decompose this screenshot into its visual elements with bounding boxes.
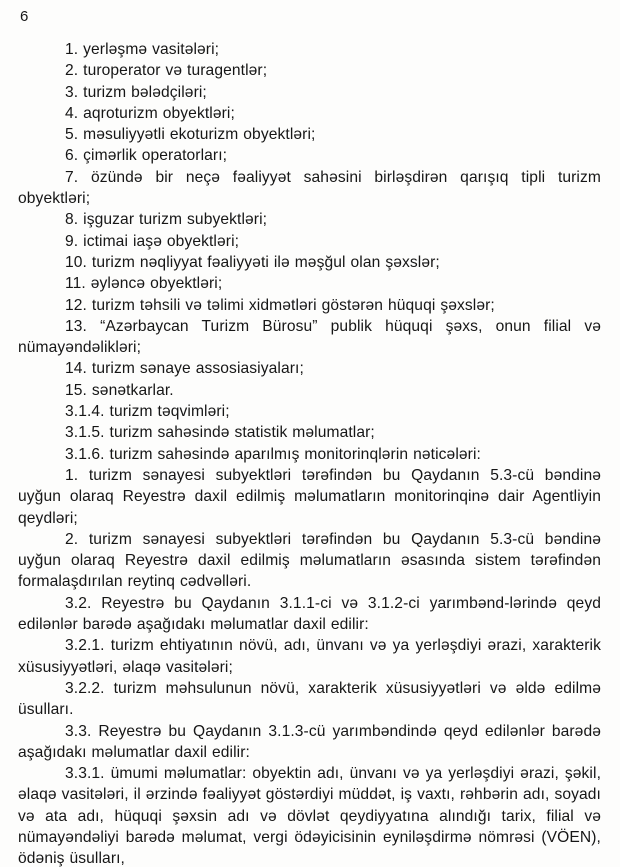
clause-3-2: 3.2. Reyestrə bu Qaydanın 3.1.1-ci və 3.1.2-ci yarımbənd-lərində qeyd edilənlər barədə aşağıdakı məlumatlar daxil edilir: xyxy=(18,594,601,634)
list-item: 12. turizm təhsili və təlimi xidmətləri göstərən hüquqi şəxslər; xyxy=(65,296,495,314)
clause-3-2-1: 3.2.1. turizm ehtiyatının növü, adı, ünvanı və ya yerləşdiyi ərazi, xarakterik xüsusiyyətləri, əlaqə vasitələri; xyxy=(18,637,601,676)
list-item: 13. “Azərbaycan Turizm Bürosu” publik hüquqi şəxs, onun filial və nümayəndəlikləri; xyxy=(18,317,601,357)
sub-item: 1. turizm sənayesi subyektləri tərəfindən bu Qaydanın 5.3-cü bəndinə uyğun olaraq Reyestrə daxil edilmiş məlumatların monitorinqinə dair Agentliyin qeydləri; xyxy=(18,466,601,527)
list-item: 11. əyləncə obyektləri; xyxy=(65,275,223,293)
clause-3-1-5: 3.1.5. turizm sahəsində statistik məlumatlar; xyxy=(65,424,375,442)
list-item: 8. işguzar turizm subyektləri; xyxy=(65,211,268,229)
list-item: 3. turizm bələdçiləri; xyxy=(65,83,207,101)
sub-item: 2. turizm sənayesi subyektləri tərəfindən bu Qaydanın 5.3-cü bəndinə uyğun olaraq Reyestrə daxil edilmiş məlumatların əsasında sistem tərəfindən formalaşdırılan reytinq cədvəlləri. xyxy=(18,530,601,591)
list-item: 14. turizm sənaye assosiasiyaları; xyxy=(65,360,304,378)
document-body xyxy=(18,39,601,867)
list-item: 6. çimərlik operatorları; xyxy=(65,147,228,165)
list-item: 10. turizm nəqliyyat fəaliyyəti ilə məşğul olan şəxslər; xyxy=(65,253,440,271)
list-item: 1. yerləşmə vasitələri; xyxy=(65,41,220,58)
list-item: 5. məsuliyyətli ekoturizm obyektləri; xyxy=(65,126,316,144)
clause-3-3-1: 3.3.1. ümumi məlumatlar: obyektin adı, ünvanı və ya yerləşdiyi ərazi, şəkil, əlaqə vasitələri, il ərzində fəaliyyət göstərdiyi müddət, iş vaxtı, rəhbərin adı, soyadı və ata adı, hüquqi şəxsin adı və dövlət qeydiyyatına alındığı tarix, filial və nümayəndəliyi barədə məlumat, vergi ödəyicisinin eyniləşdirmə nömrəsi (VÖEN), ödəniş üsulları, xyxy=(18,765,601,867)
list-item: 15. sənətkarlar. xyxy=(65,381,174,399)
clause-3-3: 3.3. Reyestrə bu Qaydanın 3.1.3-cü yarımbəndində qeyd edilənlər barədə aşağıdakı məlumatlar daxil edilir: xyxy=(18,722,601,761)
clause-3-1-4: 3.1.4. turizm təqvimləri; xyxy=(65,403,230,421)
list-item: 4. aqroturizm obyektləri; xyxy=(65,104,235,122)
page-number: 6 xyxy=(20,8,29,25)
clause-3-1-6: 3.1.6. turizm sahəsində aparılmış monitorinqlərin nəticələri: xyxy=(65,445,481,463)
clause-3-2-2: 3.2.2. turizm məhsulunun növü, xarakterik xüsusiyyətləri və əldə edilmə üsulları. xyxy=(18,679,601,719)
list-item: 2. turoperator və turagentlər; xyxy=(65,62,268,80)
list-item: 9. ictimai iaşə obyektləri; xyxy=(65,232,240,250)
list-item: 7. özündə bir neçə fəaliyyət sahəsini birləşdirən qarışıq tipli turizm obyektləri; xyxy=(18,168,601,208)
